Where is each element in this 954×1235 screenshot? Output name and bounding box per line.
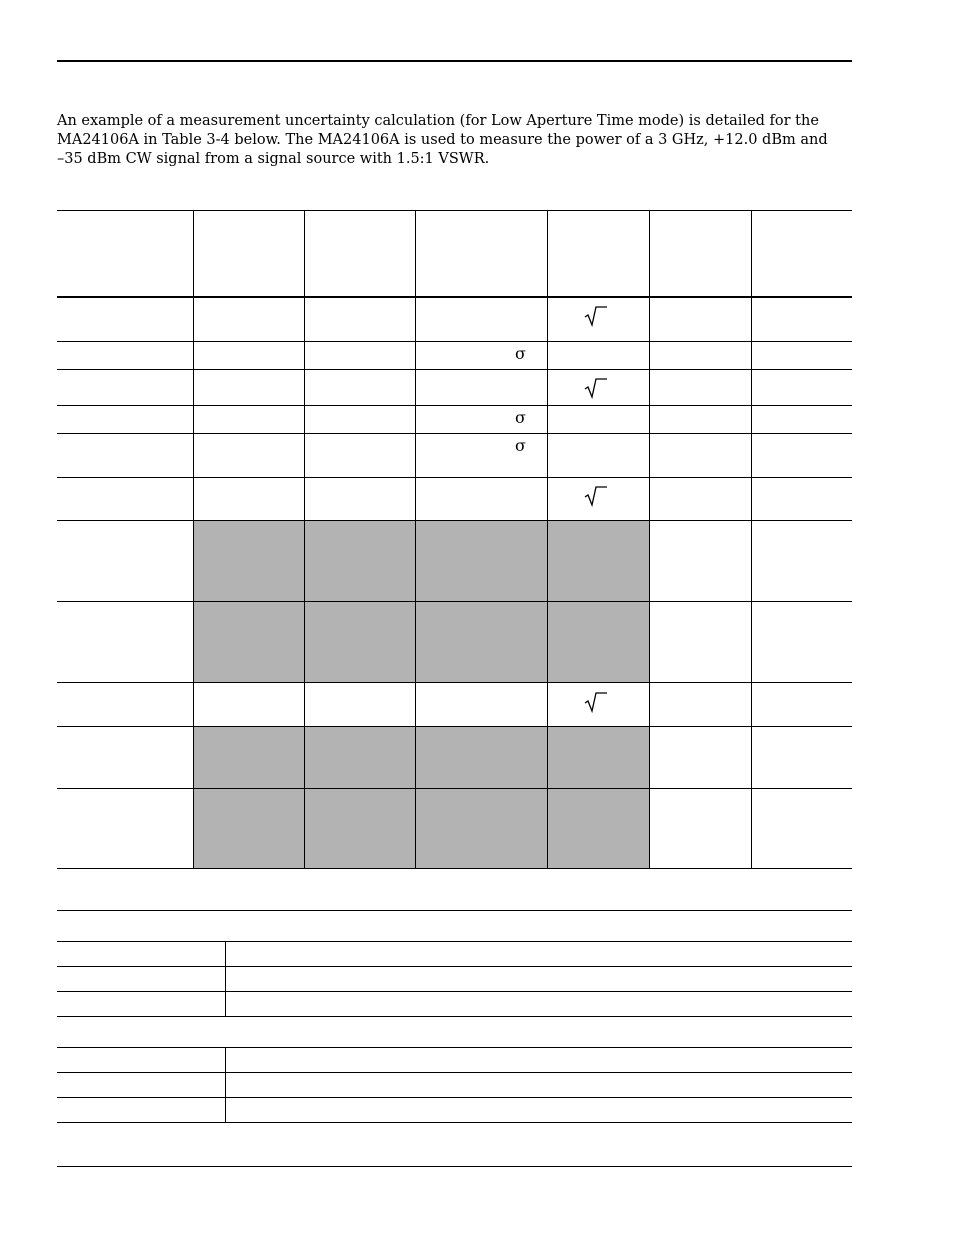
- column-rule: [225, 1047, 226, 1122]
- sqrt-icon: [584, 305, 608, 327]
- intro-line-2: MA24106A in Table 3-4 below. The MA24106A is used to measure the power of a 3 GHz, +12.0 dBm and: [57, 132, 828, 148]
- sigma-symbol: σ: [515, 436, 526, 455]
- sigma-symbol: σ: [515, 408, 526, 427]
- column-rule: [415, 210, 416, 869]
- column-rule: [649, 210, 650, 869]
- row-rule: [57, 1097, 852, 1098]
- column-rule: [751, 210, 752, 869]
- row-rule: [57, 477, 852, 478]
- shaded-cell: [194, 788, 649, 868]
- intro-line-1: An example of a measurement uncertainty calculation (for Low Aperture Time mode) is detailed for the: [57, 113, 819, 129]
- row-rule: [57, 369, 852, 370]
- row-rule: [57, 991, 852, 992]
- row-rule: [57, 1166, 852, 1167]
- header-rule: [57, 60, 852, 62]
- table-header-rule: [57, 296, 852, 298]
- sqrt-icon: [584, 377, 608, 399]
- row-rule: [57, 520, 852, 521]
- sigma-symbol: σ: [515, 344, 526, 363]
- row-rule: [57, 910, 852, 911]
- row-rule: [57, 1072, 852, 1073]
- row-rule: [57, 1122, 852, 1123]
- column-rule: [304, 210, 305, 869]
- row-rule: [57, 341, 852, 342]
- sqrt-icon: [584, 691, 608, 713]
- table-top-rule: [57, 210, 852, 211]
- shaded-cell: [194, 520, 649, 601]
- row-rule: [57, 1016, 852, 1017]
- row-rule: [57, 1047, 852, 1048]
- row-rule: [57, 601, 852, 602]
- sqrt-icon: [584, 485, 608, 507]
- row-rule: [57, 405, 852, 406]
- column-rule: [547, 210, 548, 869]
- column-rule: [225, 941, 226, 1016]
- shaded-cell: [194, 726, 649, 788]
- shaded-cell: [194, 601, 649, 682]
- row-rule: [57, 682, 852, 683]
- column-rule: [193, 210, 194, 869]
- intro-line-3: –35 dBm CW signal from a signal source with 1.5:1 VSWR.: [57, 151, 490, 167]
- row-rule: [57, 788, 852, 789]
- row-rule: [57, 941, 852, 942]
- intro-paragraph: [57, 112, 852, 169]
- row-rule: [57, 726, 852, 727]
- row-rule: [57, 433, 852, 434]
- row-rule: [57, 966, 852, 967]
- table-bottom-rule: [57, 868, 852, 869]
